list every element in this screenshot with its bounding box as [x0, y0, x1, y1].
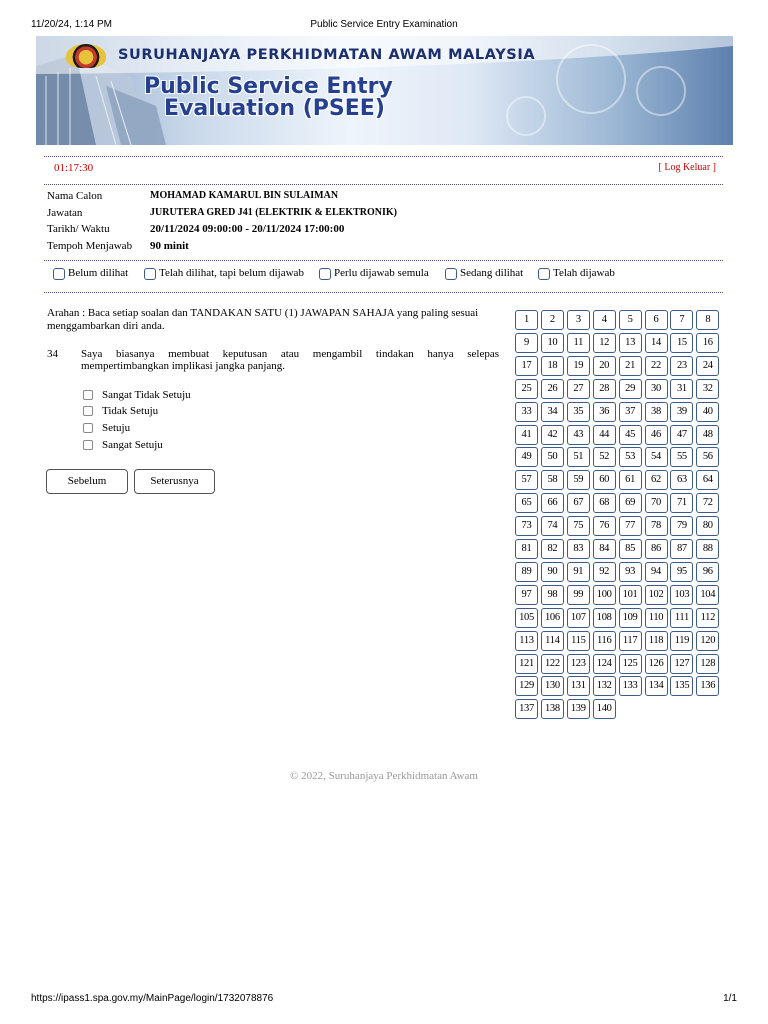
question-nav-button[interactable]: 99	[567, 585, 590, 605]
question-nav-button[interactable]: 130	[541, 676, 564, 696]
checkbox[interactable]	[83, 423, 93, 433]
question-nav-button[interactable]: 29	[619, 379, 642, 399]
exam-datetime: 20/11/2024 09:00:00 - 20/11/2024 17:00:00	[150, 223, 345, 235]
question-nav-button[interactable]: 90	[541, 562, 564, 582]
status-box-icon	[538, 268, 550, 280]
question-nav-button[interactable]: 101	[619, 585, 642, 605]
question-nav-button[interactable]: 131	[567, 676, 590, 696]
question-nav-button[interactable]: 3	[567, 310, 590, 330]
instruction-text: Arahan : Baca setiap soalan dan TANDAKAN SATU (1) JAWAPAN SAHAJA yang paling sesuai menggambarkan diri anda.	[47, 307, 479, 332]
question-nav-button[interactable]: 47	[670, 425, 693, 445]
question-nav-button[interactable]: 73	[515, 516, 538, 536]
question-nav-button[interactable]: 57	[515, 470, 538, 490]
question-nav-button[interactable]: 43	[567, 425, 590, 445]
next-button[interactable]: Seterusnya	[134, 469, 215, 494]
copyright-footer: © 2022, Suruhanjaya Perkhidmatan Awam	[290, 770, 478, 782]
checkbox[interactable]	[83, 390, 93, 400]
question-nav-button[interactable]: 18	[541, 356, 564, 376]
question-nav-button[interactable]: 135	[670, 676, 693, 696]
divider	[44, 156, 723, 157]
question-nav-button[interactable]: 105	[515, 608, 538, 628]
previous-button[interactable]: Sebelum	[46, 469, 128, 494]
question-nav-button[interactable]: 102	[645, 585, 668, 605]
question-nav-button[interactable]: 6	[645, 310, 668, 330]
question-nav-button[interactable]: 110	[645, 608, 668, 628]
question-nav-button[interactable]: 38	[645, 402, 668, 422]
question-nav-button[interactable]: 66	[541, 493, 564, 513]
question-nav-button[interactable]: 2	[541, 310, 564, 330]
print-header	[0, 19, 768, 33]
print-page-number: 1/1	[723, 993, 737, 1004]
question-nav-button[interactable]: 1	[515, 310, 538, 330]
question-nav-button[interactable]: 116	[593, 631, 616, 651]
question-nav-button[interactable]: 33	[515, 402, 538, 422]
question-nav-button[interactable]: 82	[541, 539, 564, 559]
question-text: Saya biasanya membuat keputusan atau mengambil tindakan hanya selepas mempertimbangkan implikasi jangka panjang.	[81, 348, 499, 372]
question-nav-button[interactable]: 91	[567, 562, 590, 582]
question-nav-button[interactable]: 84	[593, 539, 616, 559]
question-nav-button[interactable]: 137	[515, 699, 538, 719]
question-nav-button[interactable]: 39	[670, 402, 693, 422]
question-nav-button[interactable]: 31	[670, 379, 693, 399]
question-nav-button[interactable]: 95	[670, 562, 693, 582]
question-nav-button[interactable]: 64	[696, 470, 719, 490]
question-nav-button[interactable]: 55	[670, 447, 693, 467]
question-nav-button[interactable]: 127	[670, 654, 693, 674]
print-title: Public Service Entry Examination	[310, 19, 458, 30]
question-nav-button[interactable]: 27	[567, 379, 590, 399]
question-nav-button[interactable]: 42	[541, 425, 564, 445]
question-nav-button[interactable]: 111	[670, 608, 693, 628]
question-nav-button[interactable]: 88	[696, 539, 719, 559]
question-nav-button[interactable]: 15	[670, 333, 693, 353]
question-nav-button[interactable]: 50	[541, 447, 564, 467]
countdown-timer: 01:17:30	[54, 162, 94, 174]
question-nav-button[interactable]: 22	[645, 356, 668, 376]
question-nav-button[interactable]: 46	[645, 425, 668, 445]
print-footer	[0, 993, 768, 1007]
question-nav-button[interactable]: 80	[696, 516, 719, 536]
question-nav-button[interactable]: 40	[696, 402, 719, 422]
print-url: https://ipass1.spa.gov.my/MainPage/login/1732078876	[31, 993, 274, 1004]
question-nav-button[interactable]: 106	[541, 608, 564, 628]
question-nav-button[interactable]: 13	[619, 333, 642, 353]
status-box-icon	[319, 268, 331, 280]
question-nav-button[interactable]: 70	[645, 493, 668, 513]
question-nav-button[interactable]: 10	[541, 333, 564, 353]
question-nav-button[interactable]: 94	[645, 562, 668, 582]
question-nav-button[interactable]: 113	[515, 631, 538, 651]
question-nav-button[interactable]: 36	[593, 402, 616, 422]
question-nav-button[interactable]: 83	[567, 539, 590, 559]
question-nav-button[interactable]: 34	[541, 402, 564, 422]
question-nav-button[interactable]: 139	[567, 699, 590, 719]
question-nav-button[interactable]: 61	[619, 470, 642, 490]
question-nav-button[interactable]: 23	[670, 356, 693, 376]
header-banner	[36, 36, 733, 145]
question-nav-button[interactable]: 93	[619, 562, 642, 582]
question-number: 34	[47, 348, 58, 360]
question-nav-button[interactable]: 77	[619, 516, 642, 536]
question-nav-button[interactable]: 21	[619, 356, 642, 376]
question-nav-button[interactable]: 8	[696, 310, 719, 330]
question-nav-button[interactable]: 28	[593, 379, 616, 399]
divider	[44, 184, 723, 185]
question-nav-button[interactable]: 89	[515, 562, 538, 582]
question-nav-button[interactable]: 45	[619, 425, 642, 445]
question-nav-button[interactable]: 136	[696, 676, 719, 696]
question-nav-button[interactable]: 58	[541, 470, 564, 490]
question-nav-button[interactable]: 134	[645, 676, 668, 696]
question-nav-button[interactable]: 37	[619, 402, 642, 422]
question-nav-button[interactable]: 138	[541, 699, 564, 719]
question-nav-button[interactable]: 19	[567, 356, 590, 376]
question-nav-button[interactable]: 122	[541, 654, 564, 674]
print-datetime: 11/20/24, 1:14 PM	[31, 19, 112, 30]
question-nav-button[interactable]: 76	[593, 516, 616, 536]
question-nav-button[interactable]: 128	[696, 654, 719, 674]
candidate-position: JURUTERA GRED J41 (ELEKTRIK & ELEKTRONIK)	[150, 207, 397, 218]
question-nav-button[interactable]: 11	[567, 333, 590, 353]
question-nav-button[interactable]: 25	[515, 379, 538, 399]
question-nav-button[interactable]: 125	[619, 654, 642, 674]
question-nav-button[interactable]: 120	[696, 631, 719, 651]
question-nav-button[interactable]: 112	[696, 608, 719, 628]
question-nav-button[interactable]: 79	[670, 516, 693, 536]
question-nav-button[interactable]: 74	[541, 516, 564, 536]
question-nav-button[interactable]: 30	[645, 379, 668, 399]
question-nav-button[interactable]: 35	[567, 402, 590, 422]
question-nav-button[interactable]: 119	[670, 631, 693, 651]
status-box-icon	[445, 268, 457, 280]
question-nav-button[interactable]: 48	[696, 425, 719, 445]
question-nav-button[interactable]: 75	[567, 516, 590, 536]
question-nav-button[interactable]: 78	[645, 516, 668, 536]
question-navigator	[515, 310, 721, 722]
question-nav-button[interactable]: 7	[670, 310, 693, 330]
logout-link[interactable]: [ Log Keluar ]	[658, 162, 716, 173]
question-nav-button[interactable]: 63	[670, 470, 693, 490]
question-nav-button[interactable]: 129	[515, 676, 538, 696]
question-nav-button[interactable]: 26	[541, 379, 564, 399]
question-nav-button[interactable]: 20	[593, 356, 616, 376]
question-nav-button[interactable]: 41	[515, 425, 538, 445]
question-nav-button[interactable]: 12	[593, 333, 616, 353]
checkbox[interactable]	[83, 406, 93, 416]
question-nav-button[interactable]: 62	[645, 470, 668, 490]
question-nav-button[interactable]: 14	[645, 333, 668, 353]
question-nav-button[interactable]: 51	[567, 447, 590, 467]
candidate-name: MOHAMAD KAMARUL BIN SULAIMAN	[150, 190, 339, 201]
question-nav-button[interactable]: 9	[515, 333, 538, 353]
question-nav-button[interactable]: 140	[593, 699, 616, 719]
question-nav-button[interactable]: 103	[670, 585, 693, 605]
question-nav-button[interactable]: 87	[670, 539, 693, 559]
question-nav-button[interactable]: 132	[593, 676, 616, 696]
question-nav-button[interactable]: 109	[619, 608, 642, 628]
question-nav-button[interactable]: 126	[645, 654, 668, 674]
question-nav-button[interactable]: 117	[619, 631, 642, 651]
question-nav-button[interactable]: 97	[515, 585, 538, 605]
question-nav-button[interactable]: 123	[567, 654, 590, 674]
question-nav-button[interactable]: 92	[593, 562, 616, 582]
question-nav-button[interactable]: 54	[645, 447, 668, 467]
question-nav-button[interactable]: 81	[515, 539, 538, 559]
question-nav-button[interactable]: 86	[645, 539, 668, 559]
question-nav-button[interactable]: 5	[619, 310, 642, 330]
question-nav-button[interactable]: 65	[515, 493, 538, 513]
question-nav-button[interactable]: 118	[645, 631, 668, 651]
exam-title-line1: Public Service Entry	[144, 74, 393, 99]
question-nav-button[interactable]: 71	[670, 493, 693, 513]
question-nav-button[interactable]: 17	[515, 356, 538, 376]
question-nav-button[interactable]: 52	[593, 447, 616, 467]
question-nav-button[interactable]: 104	[696, 585, 719, 605]
question-nav-button[interactable]: 56	[696, 447, 719, 467]
question-nav-button[interactable]: 59	[567, 470, 590, 490]
agency-name: SURUHANJAYA PERKHIDMATAN AWAM MALAYSIA	[118, 47, 536, 63]
question-nav-button[interactable]: 96	[696, 562, 719, 582]
exam-duration: 90 minit	[150, 240, 189, 252]
question-nav-button[interactable]: 53	[619, 447, 642, 467]
question-nav-button[interactable]: 69	[619, 493, 642, 513]
question-nav-button[interactable]: 68	[593, 493, 616, 513]
question-nav-button[interactable]: 124	[593, 654, 616, 674]
checkbox[interactable]	[83, 440, 93, 450]
question-nav-button[interactable]: 108	[593, 608, 616, 628]
question-nav-button[interactable]: 115	[567, 631, 590, 651]
question-nav-button[interactable]: 114	[541, 631, 564, 651]
question-nav-button[interactable]: 4	[593, 310, 616, 330]
question-nav-button[interactable]: 133	[619, 676, 642, 696]
question-nav-button[interactable]: 24	[696, 356, 719, 376]
status-box-icon	[144, 268, 156, 280]
question-nav-button[interactable]: 32	[696, 379, 719, 399]
question-nav-button[interactable]: 16	[696, 333, 719, 353]
question-nav-button[interactable]: 107	[567, 608, 590, 628]
divider	[44, 292, 723, 293]
question-nav-button[interactable]: 98	[541, 585, 564, 605]
exam-title-line2: Evaluation (PSEE)	[164, 96, 385, 121]
question-nav-button[interactable]: 49	[515, 447, 538, 467]
question-nav-button[interactable]: 72	[696, 493, 719, 513]
question-nav-button[interactable]: 67	[567, 493, 590, 513]
question-nav-button[interactable]: 44	[593, 425, 616, 445]
question-nav-button[interactable]: 100	[593, 585, 616, 605]
question-nav-button[interactable]: 85	[619, 539, 642, 559]
divider	[44, 260, 723, 261]
malaysia-crest-icon	[66, 44, 106, 68]
status-box-icon	[53, 268, 65, 280]
question-nav-button[interactable]: 60	[593, 470, 616, 490]
question-nav-button[interactable]: 121	[515, 654, 538, 674]
